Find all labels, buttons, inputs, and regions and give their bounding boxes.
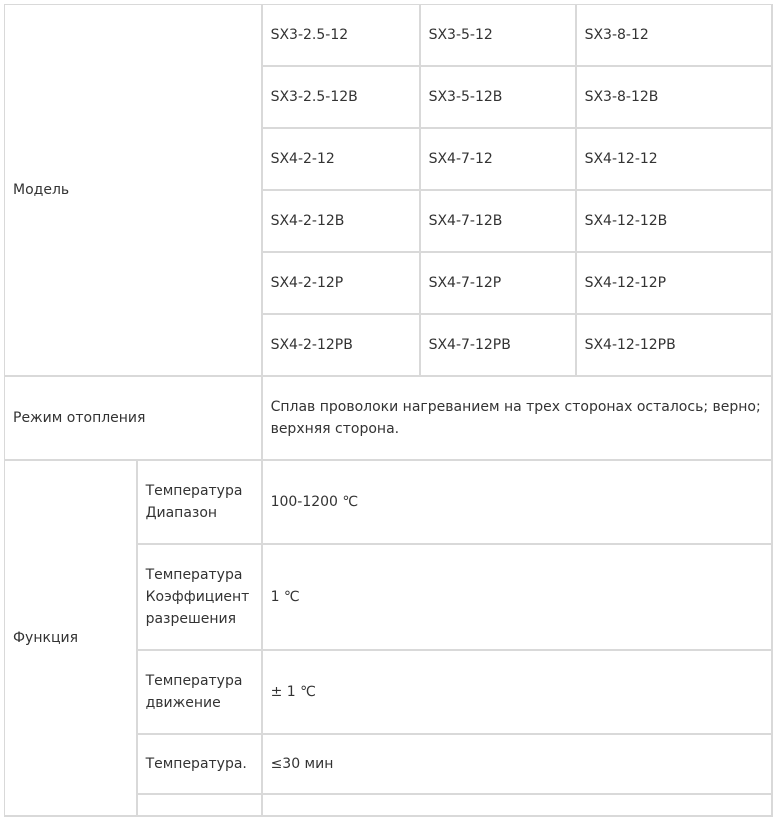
model-cell: SX3-5-12 [421, 5, 577, 67]
function-sub-label: Температура движение [138, 651, 263, 735]
model-cell: SX3-2.5-12B [263, 67, 421, 129]
function-sub-label: Температура Диапазон [138, 461, 263, 545]
heating-label: Режим отопления [5, 377, 263, 461]
heating-row [5, 377, 773, 461]
model-cell: SX4-2-12B [263, 191, 421, 253]
model-cell: SX4-2-12 [263, 129, 421, 191]
model-cell: SX4-7-12PB [421, 315, 577, 377]
model-cell: SX4-12-12P [577, 253, 773, 315]
function-sub-label: Температура. [138, 735, 263, 795]
function-value: 1 ℃ [263, 545, 773, 651]
model-cell: SX3-2.5-12 [263, 5, 421, 67]
model-cell: SX4-12-12 [577, 129, 773, 191]
model-cell: SX4-2-12P [263, 253, 421, 315]
model-label: Модель [5, 5, 263, 377]
model-cell: SX4-2-12PB [263, 315, 421, 377]
model-cell: SX3-8-12B [577, 67, 773, 129]
model-cell: SX4-12-12PB [577, 315, 773, 377]
function-value: 100-1200 ℃ [263, 461, 773, 545]
heating-value: Сплав проволоки нагреванием на трех сторонах осталось; верно; верхняя сторона. [263, 377, 773, 461]
function-row [5, 461, 773, 545]
function-value: ± 1 ℃ [263, 651, 773, 735]
spec-table [4, 4, 773, 817]
model-row [5, 5, 773, 67]
function-value-empty [263, 795, 773, 817]
model-cell: SX4-12-12B [577, 191, 773, 253]
function-value: ≤30 мин [263, 735, 773, 795]
model-cell: SX4-7-12B [421, 191, 577, 253]
model-cell: SX3-5-12B [421, 67, 577, 129]
function-sub-label-empty [138, 795, 263, 817]
function-label: Функция [5, 461, 138, 817]
model-cell: SX4-7-12P [421, 253, 577, 315]
model-cell: SX4-7-12 [421, 129, 577, 191]
function-sub-label: Температура Коэффициент разрешения [138, 545, 263, 651]
model-cell: SX3-8-12 [577, 5, 773, 67]
